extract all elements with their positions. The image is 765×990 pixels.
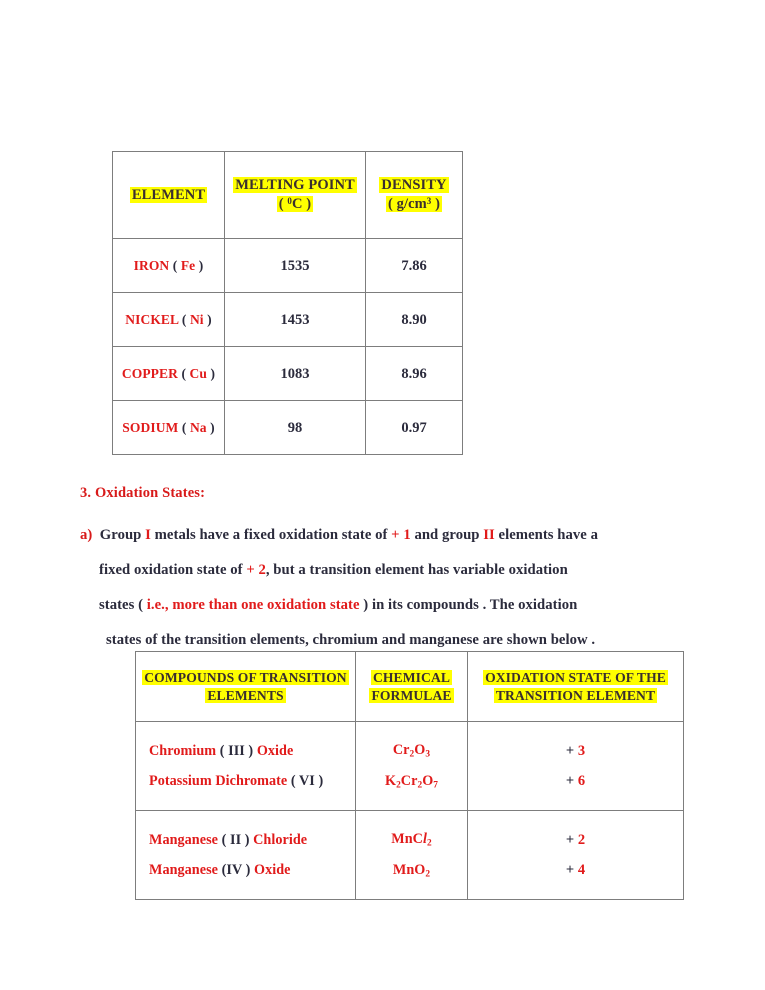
header-label-element: ELEMENT (131, 186, 206, 203)
header-unit-celsius: ( $^0$C ) (278, 196, 312, 212)
paragraph-line-2: fixed oxidation state of + 2, but a transition element has variable oxidation (99, 562, 568, 578)
table-row (113, 347, 463, 401)
cell-density: 8.90 (366, 293, 463, 347)
element-symbol: Na (189, 419, 207, 435)
chemical-formula: MnO$_2$ (392, 861, 431, 879)
cell-element-name: IRON ( Fe ) (113, 239, 225, 293)
cell-density: 8.96 (366, 347, 463, 401)
header-label-melting-point: MELTING POINT (235, 177, 355, 194)
header-cell-element (113, 152, 225, 239)
cell-compound-names (136, 722, 356, 811)
element-symbol: Fe (180, 257, 196, 273)
table-row (136, 722, 684, 811)
element-name: IRON (133, 257, 170, 273)
cell-melting-point: 1453 (225, 293, 366, 347)
cell-melting-point: 1535 (225, 239, 366, 293)
element-name: SODIUM (122, 419, 179, 435)
cell-compound-names (136, 811, 356, 900)
cell-chemical-formulae (356, 811, 468, 900)
oxidation-state: + 6 (565, 772, 586, 789)
header-label-compounds-line1: COMPOUNDS OF TRANSITION (144, 669, 347, 685)
header-cell-melting-point (225, 152, 366, 239)
header-cell-formulae (356, 652, 468, 722)
oxidation-state: + 2 (565, 831, 586, 848)
cell-melting-point: 1083 (225, 347, 366, 401)
oxidation-state: + 3 (565, 742, 586, 759)
element-name: COPPER (121, 365, 178, 381)
table-header-row (113, 152, 463, 239)
cell-oxidation-states (468, 722, 684, 811)
list-marker: a) (80, 527, 93, 543)
cell-oxidation-states (468, 811, 684, 900)
compound-name: Potassium Dichromate ( VI ) (149, 772, 324, 789)
table-header-row (136, 652, 684, 722)
oxidation-state: + 4 (565, 861, 586, 878)
cell-element-name: COPPER ( Cu ) (113, 347, 225, 401)
chemical-formula: MnCl$_2$ (391, 831, 432, 849)
paragraph-line-1: a) Group I metals have a fixed oxidation state of + 1 and group II elements have a (80, 527, 598, 543)
compound-name: Manganese (IV ) Oxide (149, 861, 291, 878)
header-label-formulae-line1: CHEMICAL (372, 669, 451, 685)
chemical-formula: $Cr_2O_3$ (392, 742, 431, 760)
section-paragraph (80, 518, 700, 658)
chemical-formula: $K_2Cr_2O_7$ (384, 772, 439, 790)
oxidation-states-table (135, 651, 684, 900)
header-cell-oxidation-state (468, 652, 684, 722)
element-name: NICKEL (125, 311, 179, 327)
table-row (113, 293, 463, 347)
element-symbol: Ni (189, 311, 204, 327)
table-row (113, 401, 463, 455)
paragraph-line-4: states of the transition elements, chromium and manganese are shown below . (106, 632, 596, 648)
header-unit-density: ( $g/cm^3$ ) (387, 196, 441, 212)
header-label-density: DENSITY (381, 177, 447, 194)
cell-element-name: SODIUM ( Na ) (113, 401, 225, 455)
header-cell-compounds (136, 652, 356, 722)
cell-element-name: NICKEL ( Ni ) (113, 293, 225, 347)
cell-density: 0.97 (366, 401, 463, 455)
section-heading: 3. Oxidation States: (80, 485, 206, 501)
cell-density: 7.86 (366, 239, 463, 293)
compound-name: Chromium ( III ) Oxide (149, 742, 294, 759)
header-label-state-line2: TRANSITION ELEMENT (495, 687, 656, 703)
table-row (113, 239, 463, 293)
element-symbol: Cu (189, 365, 208, 381)
table-row (136, 811, 684, 900)
compound-name: Manganese ( II ) Chloride (149, 831, 308, 848)
cell-chemical-formulae (356, 722, 468, 811)
header-cell-density (366, 152, 463, 239)
paragraph-line-3: states ( i.e., more than one oxidation state ) in its compounds . The oxidation (99, 597, 578, 613)
header-label-compounds-line2: ELEMENTS (207, 687, 284, 703)
header-label-formulae-line2: FORMULAE (371, 687, 452, 703)
header-label-state-line1: OXIDATION STATE OF THE (485, 669, 666, 685)
element-properties-table (112, 151, 463, 455)
cell-melting-point: 98 (225, 401, 366, 455)
